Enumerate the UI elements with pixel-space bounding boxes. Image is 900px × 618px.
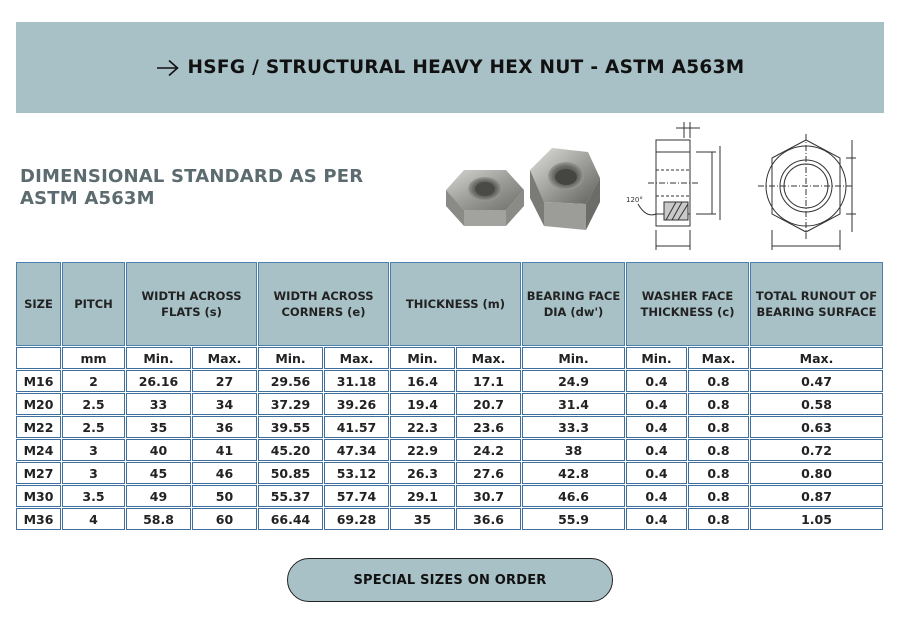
table-cell: 22.9 [390,439,455,461]
table-cell: 16.4 [390,370,455,392]
table-cell: 23.6 [456,416,521,438]
table-cell: 66.44 [258,508,323,530]
table-cell: 27.6 [456,462,521,484]
table-cell: 33 [126,393,191,415]
header-total-runout: TOTAL RUNOUT OF BEARING SURFACE [750,262,883,346]
table-cell: 4 [62,508,125,530]
page-title: HSFG / STRUCTURAL HEAVY HEX NUT - ASTM A563M [187,57,745,78]
table-cell: 42.8 [522,462,625,484]
subheader-cell [16,347,61,369]
table-cell: 39.26 [324,393,389,415]
table-cell: 17.1 [456,370,521,392]
subheader-cell: Min. [258,347,323,369]
table-cell: 24.9 [522,370,625,392]
table-cell: 29.56 [258,370,323,392]
table-cell: 58.8 [126,508,191,530]
table-cell: 41 [192,439,257,461]
table-cell: 31.4 [522,393,625,415]
table-cell: 1.05 [750,508,883,530]
table-cell: 33.3 [522,416,625,438]
table-cell: 39.55 [258,416,323,438]
table-cell: 2.5 [62,416,125,438]
table-cell: 0.8 [688,393,749,415]
table-cell: 36.6 [456,508,521,530]
table-cell: 46 [192,462,257,484]
table-cell: 0.87 [750,485,883,507]
table-cell: 53.12 [324,462,389,484]
table-cell: 2.5 [62,393,125,415]
header-thickness: THICKNESS (m) [390,262,521,346]
table-cell: 45 [126,462,191,484]
row-size-label: M24 [16,439,61,461]
table-cell: 50.85 [258,462,323,484]
table-cell: 0.8 [688,508,749,530]
header-bearing-face-dia: BEARING FACE DIA (dw') [522,262,625,346]
row-size-label: M30 [16,485,61,507]
table-cell: 0.4 [626,508,687,530]
special-sizes-button[interactable]: SPECIAL SIZES ON ORDER [287,558,613,602]
table-cell: 41.57 [324,416,389,438]
table-cell: 31.18 [324,370,389,392]
subheading-line-2: ASTM A563M [20,188,155,209]
subheader-cell: Min. [626,347,687,369]
header-pitch: PITCH [62,262,125,346]
row-size-label: M36 [16,508,61,530]
table-cell: 35 [126,416,191,438]
table-cell: 38 [522,439,625,461]
table-cell: 0.8 [688,485,749,507]
table-cell: 0.72 [750,439,883,461]
subheader-cell: mm [62,347,125,369]
title-banner [16,22,884,113]
hex-nut-photo [440,142,605,244]
dimension-table [16,262,886,530]
table-cell: 22.3 [390,416,455,438]
table-cell: 69.28 [324,508,389,530]
table-cell: 0.80 [750,462,883,484]
table-cell: 49 [126,485,191,507]
table-cell: 0.4 [626,485,687,507]
table-cell: 0.47 [750,370,883,392]
table-cell: 57.74 [324,485,389,507]
table-cell: 26.3 [390,462,455,484]
header-width-across-flats: WIDTH ACROSS FLATS (s) [126,262,257,346]
table-cell: 0.4 [626,462,687,484]
row-size-label: M22 [16,416,61,438]
table-cell: 26.16 [126,370,191,392]
table-cell: 55.37 [258,485,323,507]
dimensional-standard-heading [20,166,420,210]
table-cell: 0.8 [688,462,749,484]
table-cell: 0.4 [626,393,687,415]
table-cell: 3 [62,439,125,461]
row-size-label: M16 [16,370,61,392]
table-cell: 24.2 [456,439,521,461]
table-cell: 0.4 [626,416,687,438]
row-size-label: M27 [16,462,61,484]
table-cell: 37.29 [258,393,323,415]
table-cell: 0.8 [688,439,749,461]
table-cell: 27 [192,370,257,392]
subheader-cell: Max. [750,347,883,369]
arrow-right-icon [156,59,180,77]
table-cell: 60 [192,508,257,530]
table-cell: 0.8 [688,370,749,392]
table-cell: 34 [192,393,257,415]
table-cell: 40 [126,439,191,461]
table-cell: 20.7 [456,393,521,415]
table-cell: 2 [62,370,125,392]
table-cell: 55.9 [522,508,625,530]
subheader-cell: Max. [688,347,749,369]
table-cell: 19.4 [390,393,455,415]
table-cell: 30.7 [456,485,521,507]
subheader-cell: Max. [192,347,257,369]
table-cell: 36 [192,416,257,438]
subheader-cell: Max. [324,347,389,369]
table-cell: 0.63 [750,416,883,438]
subheading-line-1: DIMENSIONAL STANDARD AS PER [20,166,364,187]
table-cell: 3 [62,462,125,484]
subheader-cell: Max. [456,347,521,369]
subheader-cell: Min. [390,347,455,369]
subheader-cell: Min. [126,347,191,369]
table-cell: 0.4 [626,370,687,392]
table-cell: 47.34 [324,439,389,461]
table-cell: 0.4 [626,439,687,461]
header-washer-face-thickness: WASHER FACE THICKNESS (c) [626,262,749,346]
table-cell: 50 [192,485,257,507]
table-cell: 0.58 [750,393,883,415]
table-cell: 35 [390,508,455,530]
row-size-label: M20 [16,393,61,415]
table-cell: 0.8 [688,416,749,438]
header-size: SIZE [16,262,61,346]
header-width-across-corners: WIDTH ACROSS CORNERS (e) [258,262,389,346]
table-cell: 46.6 [522,485,625,507]
drawing-angle-label: 120° [626,196,643,204]
subheader-cell: Min. [522,347,625,369]
nut-technical-drawing [620,118,890,258]
table-cell: 29.1 [390,485,455,507]
table-cell: 3.5 [62,485,125,507]
table-cell: 45.20 [258,439,323,461]
